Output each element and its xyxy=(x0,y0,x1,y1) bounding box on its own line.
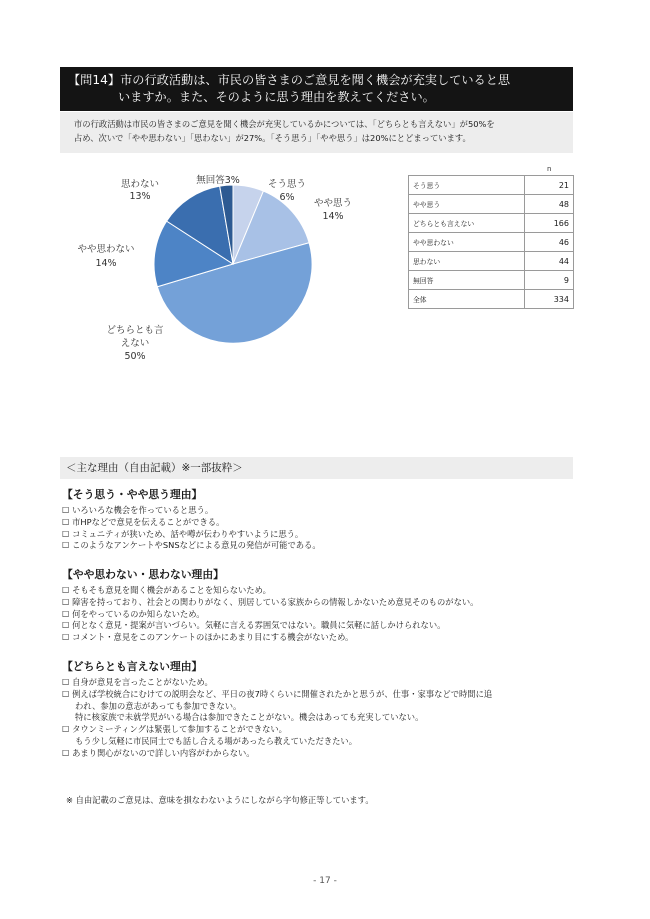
pct-yaya-omowanai: 14% xyxy=(95,258,117,269)
question-line-2: いますか。また、そのように思う理由を教えてください。 xyxy=(118,90,435,104)
pct-yaya-omou: 14% xyxy=(322,211,344,222)
reason-section-neutral xyxy=(62,659,577,760)
list-item: ☐ コメント・意見をこのアンケートのほかにあまり目にする機会がないため。 xyxy=(62,632,354,643)
label-omowanai: 思わない xyxy=(120,179,160,190)
table-n-label: n xyxy=(547,165,552,173)
list-item: ☐ 自身が意見を言ったことがないため。 xyxy=(62,677,213,687)
row-label: そう思う xyxy=(409,176,525,195)
summary-box xyxy=(60,112,573,153)
label-yaya-omowanai: やや思わない xyxy=(77,244,135,255)
label-yaya-omou: やや思う xyxy=(313,198,353,209)
row-label: やや思う xyxy=(409,195,525,214)
row-value: 48 xyxy=(525,195,574,214)
list-item: ☐ 何をやっているのか知らないため。 xyxy=(62,608,205,619)
reason-section-negative xyxy=(62,567,577,644)
response-count-table xyxy=(408,175,574,309)
list-item: ☐ 例えば学校統合にむけての説明会など、平日の夜7時くらいに開催されたかと思うが、仕事・家事などで時間に追 われ、参加の意志があっても参加できない。 特に核家族で未就学児がいる場合は参加できたことがない。機会はあっても充実していない。 xyxy=(62,688,493,723)
label-mukaito: 無回答3% xyxy=(196,175,240,186)
reason-section-positive xyxy=(62,487,577,552)
summary-line-2: 占め、次いで「やや思わない」「思わない」が27%。「そう思う」「やや思う」は20%にとどまっています。 xyxy=(74,133,471,143)
pct-dochiratomo: 50% xyxy=(124,351,146,362)
reasons-header: ＜主な理由（自由記載）※一部抜粋＞ xyxy=(60,457,573,479)
section-title: 【どちらとも言えない理由】 xyxy=(62,660,203,673)
list-item: ☐ 市HPなどで意見を伝えることができる。 xyxy=(62,516,225,527)
pie-slices xyxy=(154,185,312,343)
pie-chart xyxy=(60,160,405,375)
table-row xyxy=(409,290,574,309)
row-label: どちらとも言えない xyxy=(409,214,525,233)
table-row xyxy=(409,233,574,252)
label-sou-omou: そう思う xyxy=(267,179,307,190)
row-label: 思わない xyxy=(409,252,525,271)
table-row xyxy=(409,252,574,271)
pct-omowanai: 13% xyxy=(129,191,151,202)
row-label: やや思わない xyxy=(409,233,525,252)
list-item: ☐ 障害を持っており、社会との関わりがなく、別居している家族からの情報しかないため意見そのものがない。 xyxy=(62,596,479,607)
row-value: 166 xyxy=(525,214,574,233)
label-dochiratomo-1: どちらとも言 xyxy=(106,325,164,336)
list-item: ☐ コミュニティが狭いため、話や噂が伝わりやすいように思う。 xyxy=(62,528,304,539)
section-title: 【そう思う・やや思う理由】 xyxy=(62,488,203,501)
footnote: ※ 自由記載のご意見は、意味を損なわないようにしながら字句修正等しています。 xyxy=(66,795,374,805)
pct-sou-omou: 6% xyxy=(279,192,295,203)
row-label: 無回答 xyxy=(409,271,525,290)
list-item: ☐ あまり関心がないので詳しい内容がわからない。 xyxy=(62,747,255,758)
summary-line-1: 市の行政活動は市民の皆さまのご意見を聞く機会が充実しているかについては、「どちらとも言えない」が50%を xyxy=(74,119,495,129)
list-item: ☐ そもそも意見を聞く機会があることを知らないため。 xyxy=(62,585,271,595)
list-item: ☐ いろいろな機会を作っていると思う。 xyxy=(62,505,214,515)
row-value: 334 xyxy=(525,290,574,309)
list-item: ☐ 何となく意見・提案が言いづらい。気軽に言える雰囲気ではない。職員に気軽に話しかけられない。 xyxy=(62,620,446,631)
question-line-1: 【問14】市の行政活動は、市民の皆さまのご意見を聞く機会が充実していると思 xyxy=(68,73,511,87)
table-row xyxy=(409,176,574,195)
question-header xyxy=(60,67,573,111)
row-value: 9 xyxy=(525,271,574,290)
label-dochiratomo-2: えない xyxy=(120,338,150,349)
row-value: 46 xyxy=(525,233,574,252)
list-item: ☐ タウンミーティングは緊張して参加することができない。 もう少し気軽に市民同士でも話し合える場があったら教えていただきたい。 xyxy=(62,724,358,746)
row-label: 全体 xyxy=(409,290,525,309)
table-row xyxy=(409,195,574,214)
list-item: ☐ このようなアンケートやSNSなどによる意見の発信が可能である。 xyxy=(62,540,321,551)
page-number: - 17 - xyxy=(313,876,337,886)
row-value: 21 xyxy=(525,176,574,195)
table-row xyxy=(409,214,574,233)
section-title: 【やや思わない・思わない理由】 xyxy=(62,568,224,581)
row-value: 44 xyxy=(525,252,574,271)
table-row xyxy=(409,271,574,290)
